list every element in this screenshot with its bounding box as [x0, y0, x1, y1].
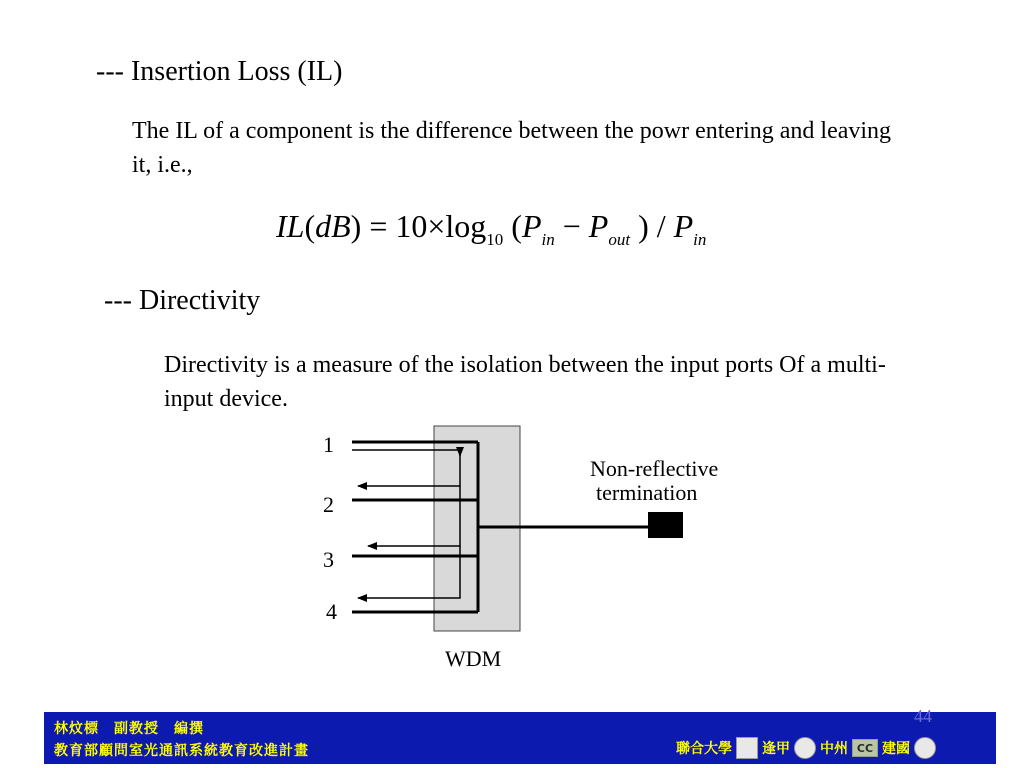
- port-label-4: 4: [326, 599, 337, 624]
- partner-chien-kuo: 建國: [882, 741, 910, 757]
- port-label-2: 2: [323, 492, 334, 517]
- insertion-loss-text: The IL of a component is the difference between the powr entering and leaving it, i.e.,: [132, 118, 892, 178]
- termination-label-1: Non-reflective: [590, 456, 719, 481]
- termination-block: [648, 512, 683, 538]
- partner-feng-chia: 逢甲: [762, 741, 790, 757]
- insertion-loss-formula: $IL(dB) = 10\times\log_{10}$ ($P_{in} - P_{out}$ ) / $P_{in}$: [276, 208, 707, 249]
- footer-bar: [44, 712, 996, 764]
- formula-p-in-2: P: [673, 208, 694, 244]
- formula-p-out: P: [588, 208, 609, 244]
- footer-partners: [676, 736, 936, 760]
- wdm-label: WDM: [445, 646, 502, 671]
- formula-log-base: 10: [486, 230, 504, 249]
- cc-logo-icon: CC: [852, 739, 878, 757]
- partner-chung-chou: 中州: [820, 741, 848, 757]
- formula-sub-in: in: [541, 230, 555, 249]
- formula-log: log: [445, 208, 487, 244]
- footer-project: 教育部顧問室光通訊系統教育改進計畫: [54, 743, 309, 759]
- port-label-1: 1: [323, 432, 334, 457]
- termination-label-2: termination: [596, 480, 698, 505]
- formula-sub-in-2: in: [693, 230, 707, 249]
- formula-il: IL: [276, 208, 305, 244]
- insertion-loss-heading: --- Insertion Loss (IL): [96, 56, 343, 87]
- port-label-3: 3: [323, 547, 334, 572]
- formula-sub-out: out: [608, 230, 631, 249]
- footer-author: 林炆標 副教授 編撰: [54, 721, 204, 737]
- feng-chia-logo-icon: [794, 737, 816, 759]
- page-number: 44: [914, 706, 932, 726]
- formula-p-in: P: [521, 208, 542, 244]
- partner-united-university: 聯合大學: [676, 741, 732, 757]
- formula-db: dB: [315, 208, 351, 244]
- directivity-heading: --- Directivity: [104, 285, 261, 316]
- chien-kuo-logo-icon: [914, 737, 936, 759]
- directivity-text: Directivity is a measure of the isolation between the input ports Of a multi-input device.: [164, 352, 886, 412]
- united-university-logo-icon: [736, 737, 758, 759]
- formula-coefficient: 10: [395, 208, 428, 244]
